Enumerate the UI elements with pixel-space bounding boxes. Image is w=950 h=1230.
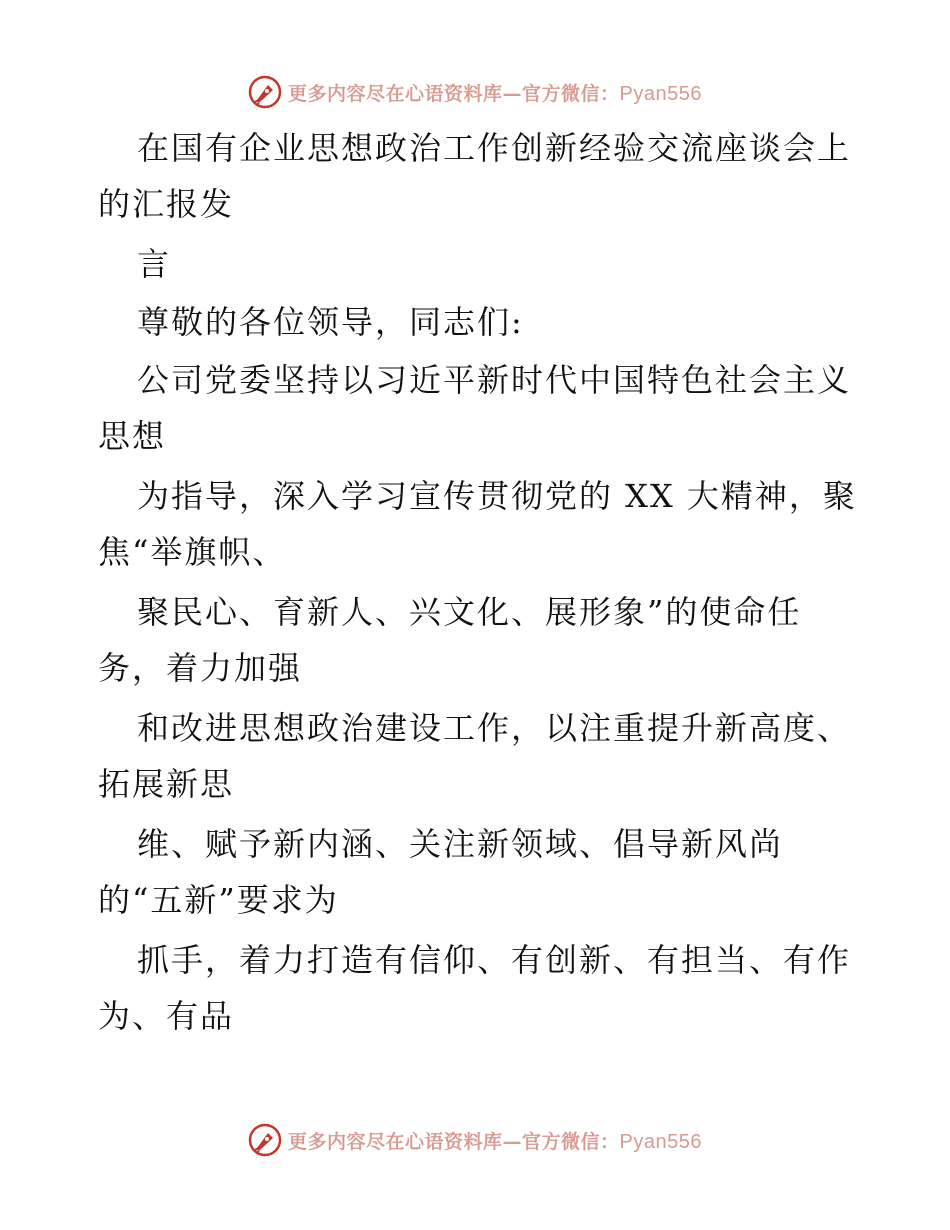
text-line: 的“五新”要求为 bbox=[98, 881, 339, 919]
text-line: 和改进思想政治建设工作，以注重提升新高度、 bbox=[137, 709, 852, 747]
text-line: 拓展新思 bbox=[98, 765, 235, 803]
watermark-text: 更多内容尽在心语资料库—官方微信：Pyan556 bbox=[288, 82, 702, 105]
text-line: 在国有企业思想政治工作创新经验交流座谈会上 bbox=[137, 129, 852, 167]
text-line: 抓手，着力打造有信仰、有创新、有担当、有作 bbox=[137, 941, 852, 979]
text-line: 为指导，深入学习宣传贯彻党的 XX 大精神，聚 bbox=[137, 477, 857, 515]
text-line: 的汇报发 bbox=[98, 185, 235, 223]
footer-watermark bbox=[0, 1120, 950, 1160]
watermark-wechat-id: Pyan556 bbox=[619, 82, 702, 105]
text-line: 公司党委坚持以习近平新时代中国特色社会主义 bbox=[137, 361, 852, 399]
text-line: 言 bbox=[137, 245, 172, 283]
text-line: 聚民心、育新人、兴文化、展形象”的使命任 bbox=[137, 593, 802, 631]
watermark-wechat-id: Pyan556 bbox=[619, 1130, 702, 1153]
watermark-text: 更多内容尽在心语资料库—官方微信：Pyan556 bbox=[288, 1130, 702, 1153]
text-line: 务，着力加强 bbox=[98, 649, 303, 687]
pen-nib-logo-icon bbox=[248, 1123, 282, 1157]
text-line: 维、赋予新内涵、关注新领域、倡导新风尚 bbox=[137, 825, 784, 863]
pen-nib-logo-icon bbox=[248, 75, 282, 109]
text-line: 思想 bbox=[98, 417, 167, 455]
text-line: 尊敬的各位领导，同志们: bbox=[137, 303, 524, 341]
header-watermark bbox=[0, 72, 950, 112]
text-line: 为、有品 bbox=[98, 997, 235, 1035]
text-line: 焦“举旗帜、 bbox=[98, 533, 287, 571]
